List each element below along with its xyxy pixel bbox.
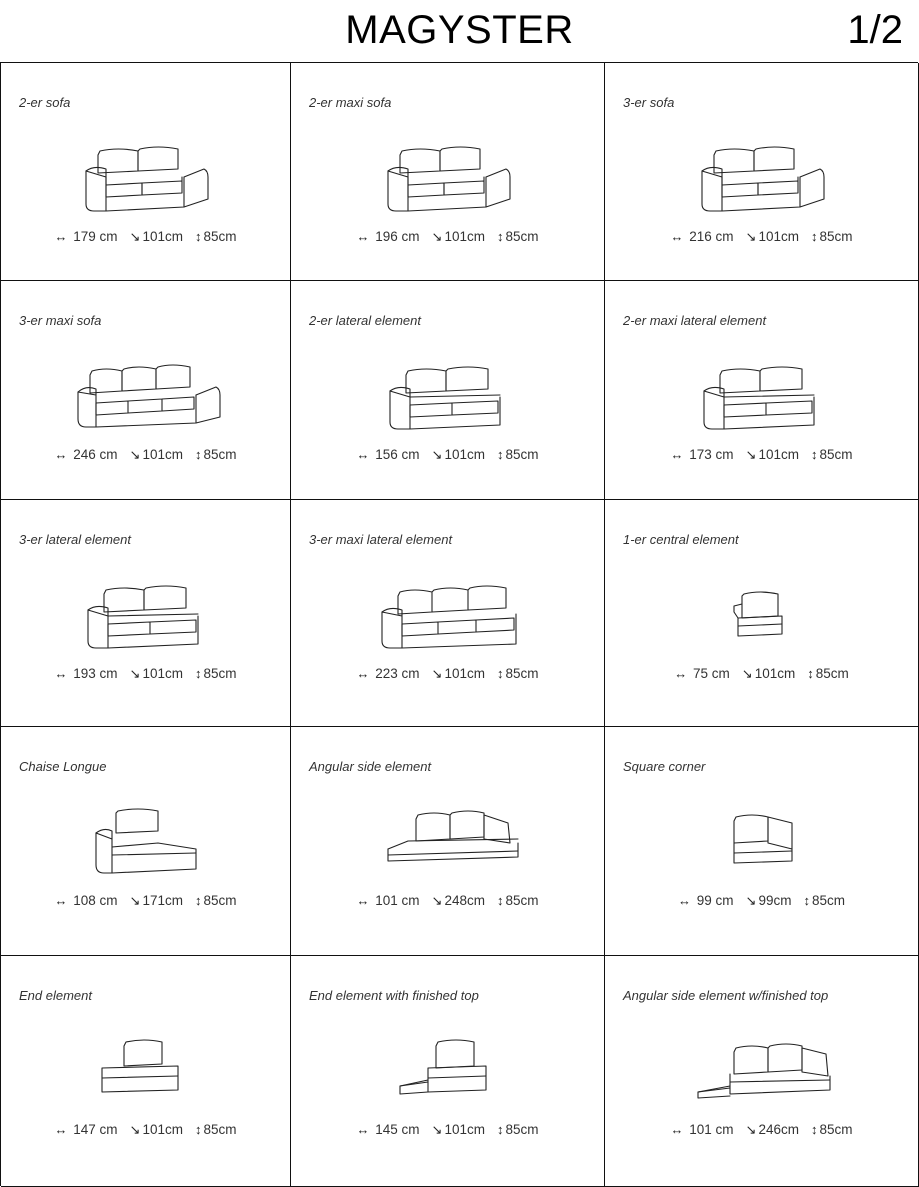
width-icon: ↔ [54, 447, 68, 462]
page-number: 1/2 [847, 8, 903, 52]
height-dimension: ↕ 85cm [194, 666, 237, 681]
height-icon: ↕ [496, 447, 504, 462]
depth-icon: ↘ [129, 447, 141, 462]
product-name: Angular side element [309, 759, 432, 774]
product-drawing [368, 566, 528, 656]
depth-dimension: ↘ 101cm [431, 666, 485, 681]
product-drawing [66, 129, 226, 219]
product-dimensions [1, 666, 290, 682]
product-cell [605, 281, 919, 500]
product-dimensions [605, 666, 918, 682]
product-drawing [368, 347, 528, 437]
product-cell [1, 281, 291, 500]
product-drawing [66, 566, 226, 656]
depth-icon: ↘ [745, 1122, 757, 1137]
depth-dimension: ↘ 171cm [129, 893, 183, 908]
product-drawing [66, 1022, 226, 1112]
height-icon: ↕ [496, 666, 504, 681]
height-icon: ↕ [496, 1122, 504, 1137]
height-icon: ↕ [194, 229, 202, 244]
depth-dimension: ↘ 246cm [745, 1122, 799, 1137]
height-dimension: ↕ 85cm [496, 1122, 539, 1137]
product-cell [1, 956, 291, 1187]
product-drawing [682, 1022, 842, 1112]
width-dimension: ↔ 101 cm [670, 1122, 734, 1137]
height-dimension: ↕ 85cm [496, 893, 539, 908]
product-cell [605, 500, 919, 727]
width-icon: ↔ [356, 893, 370, 908]
product-cell [1, 727, 291, 956]
depth-icon: ↘ [741, 666, 753, 681]
height-icon: ↕ [807, 666, 814, 681]
depth-icon: ↘ [129, 666, 141, 681]
product-dimensions [1, 447, 290, 463]
product-dimensions [1, 893, 290, 909]
height-icon: ↕ [194, 447, 202, 462]
width-dimension: ↔ 179 cm [54, 229, 118, 244]
product-name: 3-er sofa [623, 95, 675, 110]
product-cell [291, 281, 605, 500]
depth-icon: ↘ [129, 1122, 141, 1137]
depth-icon: ↘ [431, 447, 443, 462]
product-cell [605, 63, 919, 281]
product-dimensions [605, 893, 918, 909]
product-name: Angular side element w/finished top [623, 988, 829, 1003]
product-drawing [368, 793, 528, 883]
depth-icon: ↘ [745, 229, 757, 244]
depth-dimension: ↘ 101cm [129, 229, 183, 244]
width-dimension: ↔ 108 cm [54, 893, 118, 908]
product-dimensions [605, 447, 918, 463]
product-name: 3-er lateral element [19, 532, 131, 547]
height-dimension: ↕ 85cm [194, 1122, 237, 1137]
product-dimensions [291, 1122, 604, 1138]
product-drawing [682, 347, 842, 437]
depth-dimension: ↘ 101cm [129, 1122, 183, 1137]
height-icon: ↕ [810, 229, 818, 244]
product-name: 2-er maxi lateral element [623, 313, 767, 328]
height-dimension: ↕ 85cm [810, 229, 853, 244]
product-name: 2-er sofa [19, 95, 71, 110]
depth-icon: ↘ [431, 893, 443, 908]
product-name: 3-er maxi sofa [19, 313, 102, 328]
product-dimensions [605, 1122, 918, 1138]
depth-dimension: ↘ 101cm [741, 666, 796, 681]
product-cell [605, 727, 919, 956]
height-dimension: ↕ 85cm [194, 229, 237, 244]
height-icon: ↕ [810, 1122, 818, 1137]
product-cell [291, 500, 605, 727]
product-grid [0, 62, 918, 1186]
product-dimensions [291, 893, 604, 909]
product-name: 2-er maxi sofa [309, 95, 392, 110]
product-drawing [682, 566, 842, 656]
depth-icon: ↘ [431, 229, 443, 244]
width-icon: ↔ [356, 447, 370, 462]
width-dimension: ↔ 99 cm [678, 893, 734, 908]
depth-icon: ↘ [431, 666, 443, 681]
depth-dimension: ↘ 99cm [745, 893, 792, 908]
product-name: 2-er lateral element [309, 313, 421, 328]
product-name: End element with finished top [309, 988, 479, 1003]
depth-icon: ↘ [129, 229, 141, 244]
product-cell [291, 63, 605, 281]
height-icon: ↕ [496, 893, 504, 908]
height-dimension: ↕ 85cm [496, 447, 539, 462]
height-dimension: ↕ 85cm [496, 666, 539, 681]
depth-icon: ↘ [745, 447, 757, 462]
width-icon: ↔ [674, 666, 688, 681]
product-dimensions [291, 447, 604, 463]
product-cell [1, 500, 291, 727]
product-drawing [66, 347, 226, 437]
width-icon: ↔ [356, 229, 370, 244]
width-icon: ↔ [54, 1122, 68, 1137]
product-name: End element [19, 988, 92, 1003]
depth-dimension: ↘ 101cm [745, 229, 799, 244]
product-dimensions [605, 229, 918, 245]
product-drawing [682, 793, 842, 883]
product-drawing [682, 129, 842, 219]
depth-icon: ↘ [745, 893, 757, 908]
product-cell [605, 956, 919, 1187]
width-dimension: ↔ 145 cm [356, 1122, 420, 1137]
product-drawing [66, 793, 226, 883]
width-dimension: ↔ 193 cm [54, 666, 118, 681]
product-dimensions [1, 1122, 290, 1138]
height-dimension: ↕ 85cm [194, 447, 237, 462]
height-icon: ↕ [496, 229, 504, 244]
depth-dimension: ↘ 248cm [431, 893, 485, 908]
width-icon: ↔ [54, 666, 68, 681]
depth-icon: ↘ [431, 1122, 443, 1137]
depth-dimension: ↘ 101cm [129, 666, 183, 681]
product-cell [291, 956, 605, 1187]
catalog-title: MAGYSTER [345, 8, 574, 52]
width-icon: ↔ [356, 1122, 370, 1137]
depth-icon: ↘ [129, 893, 141, 908]
width-icon: ↔ [670, 1122, 684, 1137]
depth-dimension: ↘ 101cm [431, 447, 485, 462]
product-dimensions [291, 666, 604, 682]
height-dimension: ↕ 85cm [807, 666, 849, 681]
width-dimension: ↔ 147 cm [54, 1122, 118, 1137]
height-dimension: ↕ 85cm [810, 1122, 853, 1137]
height-dimension: ↕ 85cm [194, 893, 237, 908]
product-cell [291, 727, 605, 956]
height-icon: ↕ [803, 893, 810, 908]
product-name: 3-er maxi lateral element [309, 532, 453, 547]
product-name: Chaise Longue [19, 759, 107, 774]
height-dimension: ↕ 85cm [810, 447, 853, 462]
width-dimension: ↔ 156 cm [356, 447, 420, 462]
height-icon: ↕ [194, 1122, 202, 1137]
depth-dimension: ↘ 101cm [431, 1122, 485, 1137]
product-drawing [368, 129, 528, 219]
depth-dimension: ↘ 101cm [129, 447, 183, 462]
height-dimension: ↕ 85cm [803, 893, 845, 908]
width-icon: ↔ [678, 893, 692, 908]
product-drawing [368, 1022, 528, 1112]
width-dimension: ↔ 223 cm [356, 666, 420, 681]
width-dimension: ↔ 101 cm [356, 893, 420, 908]
depth-dimension: ↘ 101cm [431, 229, 485, 244]
height-icon: ↕ [810, 447, 818, 462]
width-icon: ↔ [670, 229, 684, 244]
width-icon: ↔ [356, 666, 370, 681]
product-dimensions [1, 229, 290, 245]
height-icon: ↕ [194, 893, 202, 908]
height-icon: ↕ [194, 666, 202, 681]
depth-dimension: ↘ 101cm [745, 447, 799, 462]
width-dimension: ↔ 75 cm [674, 666, 730, 681]
product-name: 1-er central element [623, 532, 739, 547]
width-dimension: ↔ 216 cm [670, 229, 734, 244]
width-icon: ↔ [54, 229, 68, 244]
product-name: Square corner [623, 759, 706, 774]
product-dimensions [291, 229, 604, 245]
width-dimension: ↔ 196 cm [356, 229, 420, 244]
width-icon: ↔ [670, 447, 684, 462]
height-dimension: ↕ 85cm [496, 229, 539, 244]
width-icon: ↔ [54, 893, 68, 908]
width-dimension: ↔ 246 cm [54, 447, 118, 462]
product-cell [1, 63, 291, 281]
width-dimension: ↔ 173 cm [670, 447, 734, 462]
